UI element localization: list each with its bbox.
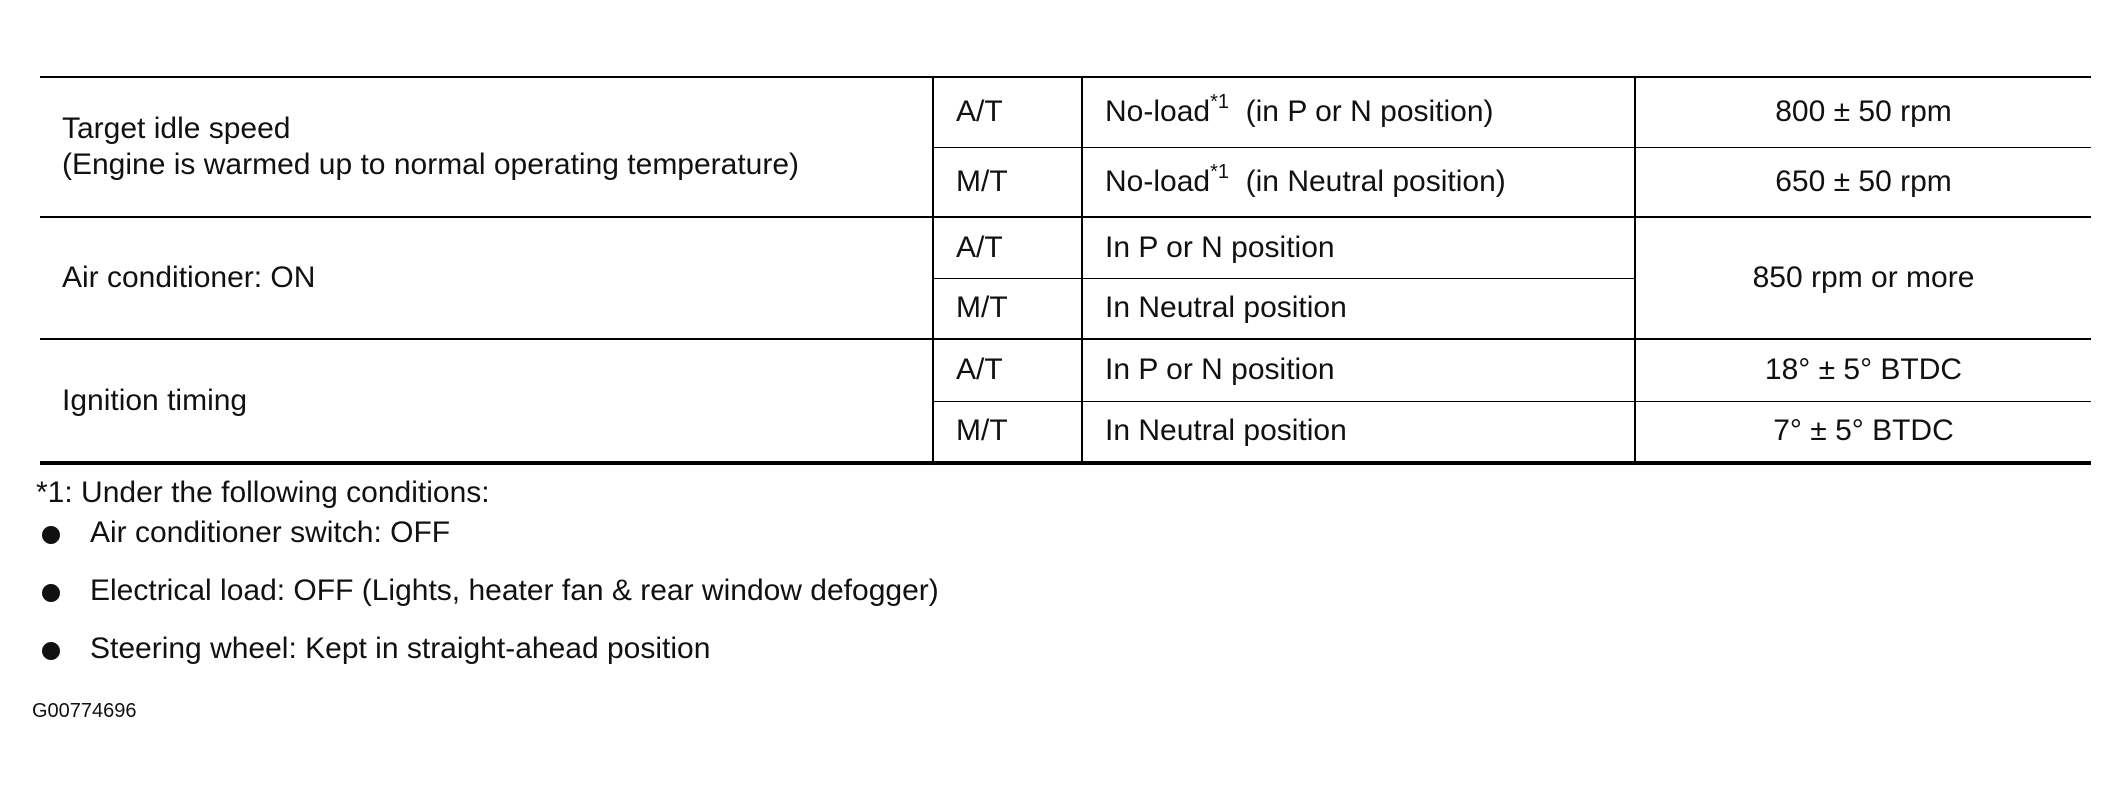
item-cell: [40, 339, 933, 463]
list-item: [36, 574, 939, 632]
item-cell: [40, 217, 933, 339]
value-cell: 7° ± 5° BTDC: [1635, 401, 2091, 463]
condition-cell: In P or N position: [1082, 217, 1635, 278]
value-cell: 850 rpm or more: [1635, 217, 2091, 339]
condition-cell: In P or N position: [1082, 339, 1635, 401]
condition-cell: In Neutral position: [1082, 278, 1635, 339]
table-row: [40, 217, 2091, 278]
list-item-text: Steering wheel: Kept in straight-ahead position: [90, 632, 711, 665]
condition-list: [36, 516, 939, 690]
value-cell: 18° ± 5° BTDC: [1635, 339, 2091, 401]
condition-cell: In Neutral position: [1082, 401, 1635, 463]
item-label: Air conditioner: ON: [62, 261, 316, 294]
condition-cell: [1082, 77, 1635, 147]
transmission-cell: M/T: [933, 278, 1082, 339]
transmission-cell: M/T: [933, 401, 1082, 463]
item-label: Target idle speed: [62, 112, 291, 145]
footnote: *1: Under the following conditions:: [36, 476, 490, 509]
item-label: Ignition timing: [62, 383, 248, 417]
bullet-icon: [42, 584, 60, 602]
list-item: [36, 516, 939, 574]
condition-cell: [1082, 147, 1635, 217]
condition-text: No-load: [1105, 164, 1211, 198]
condition-detail: (in Neutral position): [1245, 164, 1506, 198]
list-item: [36, 632, 939, 690]
item-label-detail: (Engine is warmed up to normal operating temperature): [62, 148, 800, 181]
list-item-text: Air conditioner switch: OFF: [90, 516, 451, 549]
transmission-cell: M/T: [933, 147, 1082, 217]
transmission-cell: A/T: [933, 217, 1082, 278]
footnote-mark: *1: [1210, 160, 1229, 183]
transmission-cell: A/T: [933, 77, 1082, 147]
transmission-cell: A/T: [933, 339, 1082, 401]
item-cell: [40, 77, 933, 217]
condition-text: No-load: [1105, 95, 1211, 129]
document-id: G00774696: [32, 700, 137, 722]
table-row: [40, 339, 2091, 401]
value-cell: 800 ± 50 rpm: [1635, 77, 2091, 147]
list-item-text: Electrical load: OFF (Lights, heater fan & rear window defogger): [90, 574, 939, 607]
condition-detail: (in P or N position): [1245, 95, 1494, 129]
bullet-icon: [42, 642, 60, 660]
bullet-icon: [42, 526, 60, 544]
spec-table: [40, 76, 2091, 465]
table-row: [40, 77, 2091, 147]
value-cell: 650 ± 50 rpm: [1635, 147, 2091, 217]
footnote-mark: *1: [1210, 91, 1229, 114]
